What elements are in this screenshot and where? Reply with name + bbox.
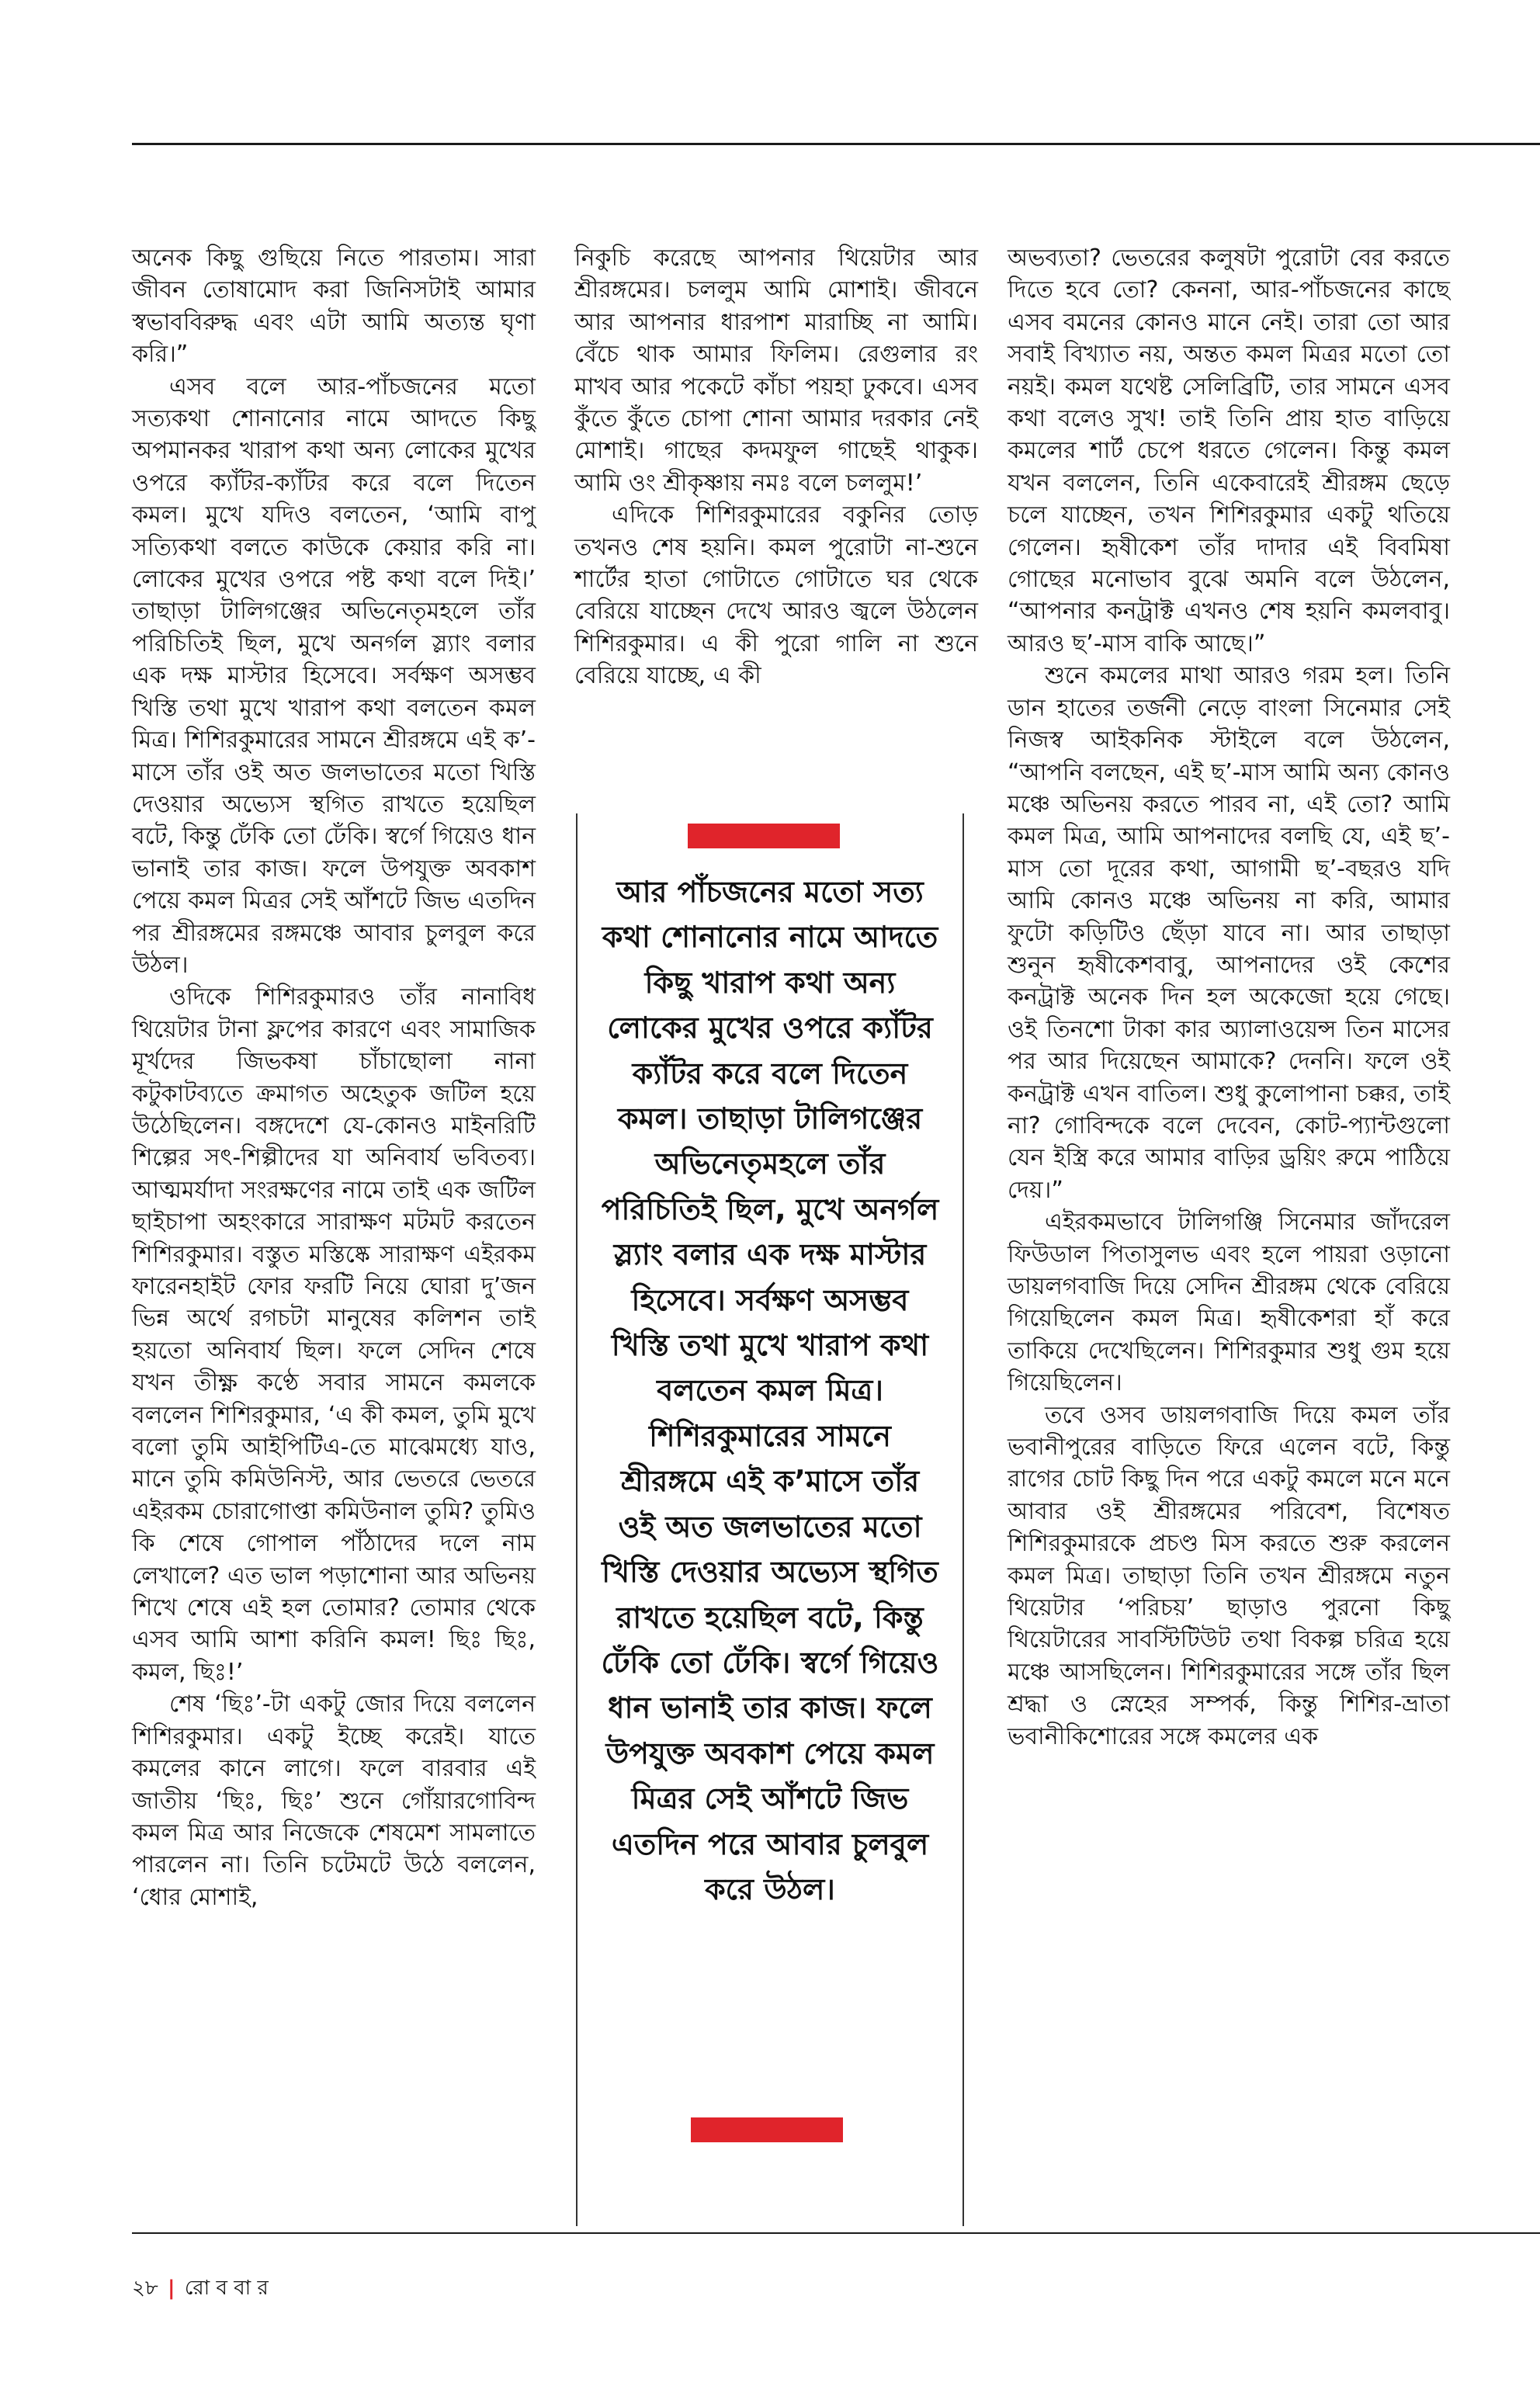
magazine-name: রো ব বা র [184,2277,269,2300]
article-column-1 [132,242,536,1913]
paragraph: নিকুচি করেছে আপনার থিয়েটার আর শ্রীরঙ্গমের। চললুম আমি মোশাই। জীবনে আর আপনার ধারপাশ মারাচ্ছি না আমি। বেঁচে থাক আমার ফিলিম। রেগুলার রং মাখব আর পকেটে কাঁচা পয়হা ঢুকবে। এসব কুঁতে কুঁতে চোপা শোনা আমার দরকার নেই মোশাই। গাছের কদমফুল গাছেই থাকুক। আমি ওং শ্রীকৃষ্ণায় নমঃ বলে চললুম!’ [574,245,978,497]
paragraph: শেষ ‘ছিঃ’-টা একটু জোর দিয়ে বললেন শিশিরকুমার। একটু ইচ্ছে করেই। যাতে কমলের কানে লাগে। ফলে বারবার এই জাতীয় ‘ছিঃ, ছিঃ’ শুনে গোঁয়ারগোবিন্দ কমল মিত্র আর নিজেকে শেষমেশ সামলাতে পারলেন না। তিনি চটেমটে উঠে বললেন, ‘ধোর মোশাই, [132,1691,536,1911]
paragraph: ওদিকে শিশিরকুমারও তাঁর নানাবিধ থিয়েটার টানা ফ্লপের কারণে এবং সামাজিক মূর্খদের জিভকষা চাঁচাছোলা নানা কটুকাটব্যতে ক্রমাগত অহেতুক জটিল হয়ে উঠেছিলেন। বঙ্গদেশে যে-কোনও মাইনরিটি শিল্পের সৎ-শিল্পীদের যা অনিবার্য ভবিতব্য। আত্মমর্যাদা সংরক্ষণের নামে তাই এক জটিল ছাইচাপা অহংকারে সারাক্ষণ মটমট করতেন শিশিরকুমার। বস্তুত মস্তিষ্কে সারাক্ষণ এইরকম ফারেনহাইট ফোর ফরটি নিয়ে ঘোরা দু’জন ভিন্ন অর্থে রগচটা মানুষের কলিশন তাই হয়তো অনিবার্য ছিল। ফলে সেদিন শেষে যখন তীক্ষ্ণ কণ্ঠে সবার সামনে কমলকে বললেন শিশিরকুমার, ‘এ কী কমল, তুমি মুখে বলো তুমি আইপিটিএ-তে মাঝেমধ্যে যাও, মানে তুমি কমিউনিস্ট, আর ভেতরে ভেতরে এইরকম চোরাগোপ্তা কমিউনাল তুমি? তুমিও কি শেষে গোপাল পাঁঠাদের দলে নাম লেখালে? এত ভাল পড়াশোনা আর অভিনয় শিখে শেষে এই হল তোমার? তোমার থেকে এসব আমি আশা করিনি কমল! ছিঃ ছিঃ, কমল, ছিঃ!’ [132,983,536,1686]
paragraph: এদিকে শিশিরকুমারের বকুনির তোড় তখনও শেষ হয়নি। কমল পুরোটা না-শুনে শার্টের হাতা গোটাতে গোটাতে ঘর থেকে বেরিয়ে যাচ্ছেন দেখে আরও জ্বলে উঠলেন শিশিরকুমার। এ কী পুরো গালি না শুনে বেরিয়ে যাচ্ছে, এ কী [574,501,978,690]
paragraph: শুনে কমলের মাথা আরও গরম হল। তিনি ডান হাতের তর্জনী নেড়ে বাংলা সিনেমার সেই নিজস্ব আইকনিক স্টাইলে বলে উঠলেন, “আপনি বলছেন, এই ছ’-মাস আমি অন্য কোনও মঞ্চে অভিনয় করতে পারব না, এই তো? আমি কমল মিত্র, আমি আপনাদের বলছি যে, এই ছ’-মাস তো দূরের কথা, আগামী ছ’-বছরও যদি আমি কোনও মঞ্চে অভিনয় না করি, আমার ফুটো কড়িটিও ছেঁড়া যাবে না। আর তাছাড়া শুনুন হৃষীকেশবাবু, আপনাদের ওই কেশের কনট্রাক্ট অনেক দিন হল অকেজো হয়ে গেছে। ওই তিনশো টাকা কার অ্যালাওয়েন্স তিন মাসের পর আর দিয়েছেন আমাকে? দেননি। ফলে ওই কনট্রাক্ট এখন বাতিল। শুধু কুলোপানা চক্কর, তাই না? গোবিন্দকে বলে দেবেন, কোট-প্যান্টগুলো যেন ইস্ত্রি করে আমার বাড়ির ড্রয়িং রুমে পাঠিয়ে দেয়।” [1008,662,1450,1204]
pull-quote-accent-bar-bottom [691,2117,843,2142]
pull-quote-right-divider [962,813,964,2226]
pull-quote-accent-bar-top [688,824,840,848]
paragraph: তবে ওসব ডায়লগবাজি দিয়ে কমল তাঁর ভবানীপুরের বাড়িতে ফিরে এলেন বটে, কিন্তু রাগের চোট কিছু দিন পরে একটু কমলে মনে মনে আবার ওই শ্রীরঙ্গমের পরিবেশ, বিশেষত শিশিরকুমারকে প্রচণ্ড মিস করতে শুরু করলেন কমল মিত্র। তাছাড়া তিনি তখন শ্রীরঙ্গমে নতুন থিয়েটার ‘পরিচয়’ ছাড়াও পুরনো কিছু থিয়েটারের সাবস্টিটিউট তথা বিকল্প চরিত্র হয়ে মঞ্চে আসছিলেন। শিশিরকুমারের সঙ্গে তাঁর ছিল শ্রদ্ধা ও স্নেহের সম্পর্ক, কিন্তু শিশির-ভ্রাতা ভবানীকিশোরের সঙ্গে কমলের এক [1008,1401,1450,1750]
footer-rule [132,2232,1540,2234]
paragraph: এসব বলে আর-পাঁচজনের মতো সত্যকথা শোনানোর নামে আদতে কিছু অপমানকর খারাপ কথা অন্য লোকের মুখের ওপরে ক্যাঁটর-ক্যাঁটর করে বলে দিতেন কমল। মুখে যদিও বলতেন, ‘আমি বাপু সত্যিকথা বলতে কাউকে কেয়ার করি না। লোকের মুখের ওপরে পষ্ট কথা বলে দিই।’ তাছাড়া টালিগঞ্জের অভিনেতৃমহলে তাঁর পরিচিতিই ছিল, মুখে অনর্গল স্ল্যাং বলার এক দক্ষ মাস্টার হিসেবে। সর্বক্ষণ অসম্ভব খিস্তি তথা মুখে খারাপ কথা বলতেন কমল মিত্র। শিশিরকুমারের সামনে শ্রীরঙ্গমে এই ক’-মাসে তাঁর ওই অত জলভাতের মতো খিস্তি দেওয়ার অভ্যেস স্থগিত রাখতে হয়েছিল বটে, কিন্তু ঢেঁকি তো ঢেঁকি। স্বর্গে গিয়েও ধান ভানাই তার কাজ। ফলে উপযুক্ত অবকাশ পেয়ে কমল মিত্রর সেই আঁশটে জিভ এতদিন পর শ্রীরঙ্গমের রঙ্গমঞ্চে আবার চুলবুল করে উঠল। [132,373,536,979]
paragraph: অভব্যতা? ভেতরের কলুষটা পুরোটা বের করতে দিতে হবে তো? কেননা, আর-পাঁচজনের কাছে এসব বমনের কোনও মানে নেই। তারা তো আর সবাই বিখ্যাত নয়, অন্তত কমল মিত্রর মতো তো নয়ই। কমল যথেষ্ট সেলিব্রিটি, তার সামনে এসব কথা বলেও সুখ! তাই তিনি প্রায় হাত বাড়িয়ে কমলের শার্ট চেপে ধরতে গেলেন। কিন্তু কমল যখন বললেন, তিনি একেবারেই শ্রীরঙ্গম ছেড়ে চলে যাচ্ছেন, তখন শিশিরকুমার একটু থতিয়ে গেলেন। হৃষীকেশ তাঁর দাদার এই বিবমিষা গোছের মনোভাব বুঝে অমনি বলে উঠলেন, “আপনার কনট্রাক্ট এখনও শেষ হয়নি কমলবাবু। আরও ছ’-মাস বাকি আছে।” [1008,245,1450,657]
article-column-2 [574,242,978,692]
paragraph: এইরকমভাবে টালিগঞ্জি সিনেমার জাঁদরেল ফিউডাল পিতাসুলভ এবং হলে পায়রা ওড়ানো ডায়লগবাজি দিয়ে সেদিন শ্রীরঙ্গম থেকে বেরিয়ে গিয়েছিলেন কমল মিত্র। হৃষীকেশরা হাঁ করে তাকিয়ে দেখেছিলেন। শিশিরকুমার শুধু গুম হয়ে গিয়েছিলেন। [1008,1209,1450,1397]
footer-separator: | [168,2277,175,2300]
article-column-3 [1008,242,1450,1753]
pull-quote: আর পাঁচজনের মতো সত্য কথা শোনানোর নামে আদতে কিছু খারাপ কথা অন্য লোকের মুখের ওপরে ক্যাঁটর ক্যাঁটর করে বলে দিতেন কমল। তাছাড়া টালিগঞ্জের অভিনেতৃমহলে তাঁর পরিচিতিই ছিল, মুখে অনর্গল স্ল্যাং বলার এক দক্ষ মাস্টার হিসেবে। সর্বক্ষণ অসম্ভব খিস্তি তথা মুখে খারাপ কথা বলতেন কমল মিত্র। শিশিরকুমারের সামনে শ্রীরঙ্গমে এই ক’মাসে তাঁর ওই অত জলভাতের মতো খিস্তি দেওয়ার অভ্যেস স্থগিত রাখতে হয়েছিল বটে, কিন্তু ঢেঁকি তো ঢেঁকি। স্বর্গে গিয়েও ধান ভানাই তার কাজ। ফলে উপযুক্ত অবকাশ পেয়ে কমল মিত্রর সেই আঁশটে জিভ এতদিন পরে আবার চুলবুল করে উঠল। [601,875,939,1906]
header-rule [132,143,1540,145]
page-footer [132,2276,269,2301]
paragraph: অনেক কিছু গুছিয়ে নিতে পারতাম। সারা জীবন তোষামোদ করা জিনিসটাই আমার স্বভাববিরুদ্ধ এবং এটা আমি অত্যন্ত ঘৃণা করি।” [132,245,536,369]
pull-quote-left-divider [576,813,578,2226]
page-number: ২৮ [132,2277,158,2300]
